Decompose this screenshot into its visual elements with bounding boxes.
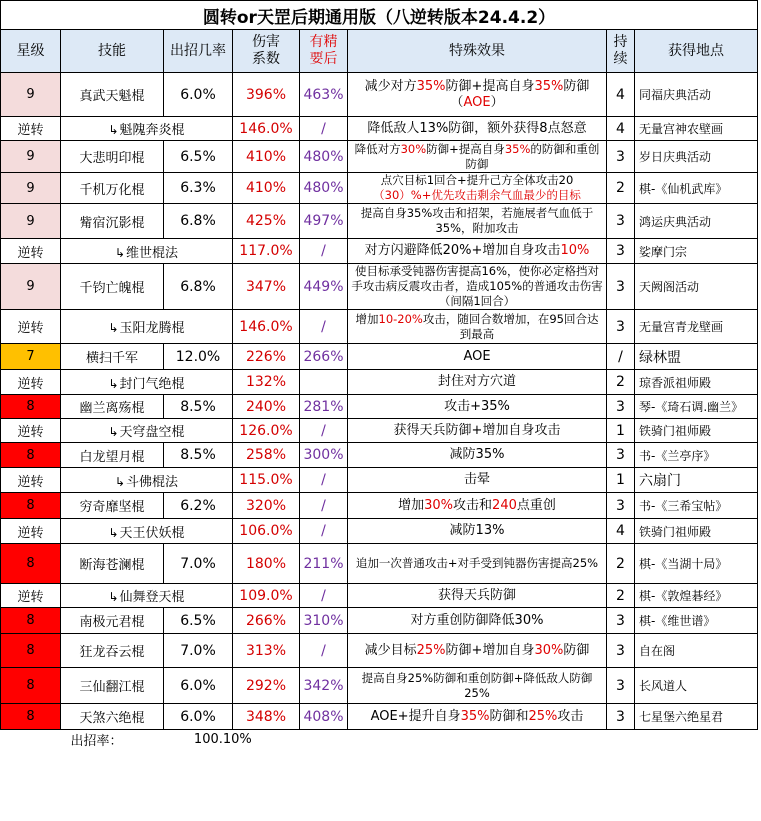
rate-cell: 6.2% xyxy=(164,493,233,519)
skill-cell xyxy=(61,544,164,584)
effect-cell xyxy=(348,634,607,668)
table-row xyxy=(1,395,758,419)
effect-text: 减少对方 xyxy=(364,78,417,94)
effect-text: 使目标承受钝器伤害提高16%，使你必定格挡对手攻击病反震攻击者，造成105%的普通攻击伤害（间隔1回合） xyxy=(351,264,603,308)
rate-cell: 6.8% xyxy=(164,264,233,310)
jing-cell: / xyxy=(300,493,348,519)
reverse-rate-cell: 117.0% xyxy=(233,239,300,264)
duration-cell: 2 xyxy=(607,584,635,608)
effect-text: 降低敌人13%防御，额外获得8点怒意 xyxy=(367,120,587,136)
rate-cell: 6.5% xyxy=(164,141,233,173)
duration-cell: 4 xyxy=(607,117,635,141)
source-cell: 岁日庆典活动 xyxy=(635,141,758,173)
return-arrow-icon: ↳ xyxy=(114,245,126,260)
sheet-title: 圆转or天罡后期通用版（八逆转版本24.4.2） xyxy=(1,1,758,30)
damage-cell: 226% xyxy=(233,344,300,370)
jing-cell: / xyxy=(300,468,348,493)
skill-name: 魁隗奔炎棍 xyxy=(119,123,185,138)
skill-cell xyxy=(61,608,164,634)
header-skill: 技能 xyxy=(61,30,164,73)
effect-text: 对方重创防御降低30% xyxy=(410,612,544,628)
rate-cell: 8.5% xyxy=(164,395,233,419)
source-cell: 书-《兰亭序》 xyxy=(635,443,758,468)
source-cell: 娑摩门宗 xyxy=(635,239,758,264)
damage-cell: 292% xyxy=(233,668,300,704)
table-row xyxy=(1,468,758,493)
source-cell: 琴-《琦石调.幽兰》 xyxy=(635,395,758,419)
duration-cell: 3 xyxy=(607,204,635,239)
effect-cell xyxy=(348,73,607,117)
level-cell: 8 xyxy=(1,608,61,634)
effect-text: 击晕 xyxy=(463,472,490,487)
skill-name: 真武天魁棍 xyxy=(79,89,145,104)
level-cell: 逆转 xyxy=(1,370,61,395)
effect-cell xyxy=(348,141,607,173)
source-cell: 长风道人 xyxy=(635,668,758,704)
effect-text: 防御+提高自身 xyxy=(426,141,505,156)
level-cell: 9 xyxy=(1,73,61,117)
duration-cell: 4 xyxy=(607,519,635,544)
effect-text: 点穴目标1回合+提升己方全体攻击20 xyxy=(380,173,574,187)
table-row xyxy=(1,264,758,310)
effect-text: 获得天兵防御 xyxy=(437,587,516,603)
table-row xyxy=(1,239,758,264)
skill-name: 断海苍澜棍 xyxy=(79,558,145,573)
rate-cell: 7.0% xyxy=(164,544,233,584)
skill-cell xyxy=(61,668,164,704)
level-cell: 9 xyxy=(1,173,61,204)
level-cell: 8 xyxy=(1,544,61,584)
source-cell: 铁骑门祖师殿 xyxy=(635,519,758,544)
level-cell: 逆转 xyxy=(1,310,61,344)
table-row xyxy=(1,668,758,704)
effect-text: 35% xyxy=(416,78,446,94)
jing-cell: 497% xyxy=(300,204,348,239)
effect-text: 点重创 xyxy=(516,497,556,513)
source-cell: 六扇门 xyxy=(635,468,758,493)
table-row xyxy=(1,493,758,519)
source-cell: 鸿运庆典活动 xyxy=(635,204,758,239)
duration-cell: 3 xyxy=(607,493,635,519)
effect-text: 攻击，随回合数增加，在95回合达到最高 xyxy=(422,311,599,341)
rate-cell: 6.0% xyxy=(164,704,233,730)
jing-cell xyxy=(300,370,348,395)
rate-cell: 6.5% xyxy=(164,608,233,634)
jing-cell: / xyxy=(300,239,348,264)
skill-name: 三仙翻江棍 xyxy=(79,680,145,695)
source-cell: 无量宫神农壁画 xyxy=(635,117,758,141)
damage-cell: 348% xyxy=(233,704,300,730)
level-cell: 9 xyxy=(1,141,61,173)
skill-name: 千钧亡魄棍 xyxy=(79,281,145,296)
skill-name: 天煞六绝棍 xyxy=(79,711,145,726)
skill-cell xyxy=(61,310,233,344)
duration-cell: 3 xyxy=(607,395,635,419)
effect-cell xyxy=(348,704,607,730)
effect-text: 35% xyxy=(504,141,531,156)
damage-cell: 410% xyxy=(233,141,300,173)
return-arrow-icon: ↳ xyxy=(108,590,119,604)
table-row xyxy=(1,117,758,141)
effect-cell xyxy=(348,344,607,370)
level-cell: 8 xyxy=(1,668,61,704)
skill-cell xyxy=(61,204,164,239)
level-cell: 8 xyxy=(1,443,61,468)
damage-cell: 258% xyxy=(233,443,300,468)
source-cell: 琼香派祖师殿 xyxy=(635,370,758,395)
effect-text: 对方闪避降低20%+增加自身攻击 xyxy=(364,243,561,258)
effect-text: 减防13% xyxy=(449,523,505,538)
table-row xyxy=(1,344,758,370)
reverse-rate-cell: 106.0% xyxy=(233,519,300,544)
skill-name: 白龙望月棍 xyxy=(79,449,145,465)
reverse-rate-cell: 146.0% xyxy=(233,310,300,344)
effect-cell xyxy=(348,493,607,519)
effect-text: 提高自身35%攻击和招架，若施展者气血低于35%，附加攻击 xyxy=(360,206,594,235)
jing-cell: / xyxy=(300,117,348,141)
skill-cell xyxy=(61,584,233,608)
duration-cell: 3 xyxy=(607,141,635,173)
jing-cell: 342% xyxy=(300,668,348,704)
effect-cell xyxy=(348,519,607,544)
effect-cell xyxy=(348,310,607,344)
reverse-rate-cell: 146.0% xyxy=(233,117,300,141)
header-duration xyxy=(607,30,635,73)
skill-cell xyxy=(61,141,164,173)
skill-name: 封门气绝棍 xyxy=(119,376,185,392)
effect-cell xyxy=(348,117,607,141)
skill-name: 维世棍法 xyxy=(126,245,179,261)
table-row xyxy=(1,443,758,468)
header-jing-text: 有精要后 xyxy=(309,34,338,67)
header-level: 星级 xyxy=(1,30,61,73)
skill-name: 横扫千军 xyxy=(85,351,138,366)
source-cell: 七星堡六绝星君 xyxy=(635,704,758,730)
effect-text: 封住对方穴道 xyxy=(437,374,516,389)
footer-spacer xyxy=(0,730,68,749)
effect-text: 攻击和 xyxy=(453,497,493,513)
effect-cell xyxy=(348,668,607,704)
duration-cell: 3 xyxy=(607,634,635,668)
effect-text: 增加 xyxy=(355,311,379,326)
effect-text: 减防35% xyxy=(449,447,505,462)
duration-cell: 1 xyxy=(607,419,635,443)
source-cell: 天阙阁活动 xyxy=(635,264,758,310)
skill-cell xyxy=(61,519,233,544)
duration-cell: 3 xyxy=(607,443,635,468)
effect-cell xyxy=(348,370,607,395)
return-arrow-icon: ↳ xyxy=(108,123,119,137)
footer-value: 100.10% xyxy=(193,732,252,747)
skill-cell xyxy=(61,395,164,419)
effect-text: 35% xyxy=(460,708,490,724)
effect-cell xyxy=(348,264,607,310)
damage-cell: 347% xyxy=(233,264,300,310)
effect-text: 30% xyxy=(400,141,427,156)
effect-text: 降低对方 xyxy=(354,141,401,156)
effect-text: AOE xyxy=(463,348,491,364)
level-cell: 逆转 xyxy=(1,419,61,443)
effect-text: 攻击 xyxy=(557,708,584,724)
jing-cell: 449% xyxy=(300,264,348,310)
duration-cell: 3 xyxy=(607,704,635,730)
effect-cell xyxy=(348,173,607,204)
skill-cell xyxy=(61,493,164,519)
damage-cell: 425% xyxy=(233,204,300,239)
effect-text: 240 xyxy=(492,497,517,513)
table-row xyxy=(1,704,758,730)
effect-text: 提高自身25%防御和重创防御+降低敌人防御25% xyxy=(361,670,593,700)
effect-text: 获得天兵防御+增加自身攻击 xyxy=(393,422,561,438)
jing-cell: 463% xyxy=(300,73,348,117)
table-row xyxy=(1,204,758,239)
rate-cell: 6.0% xyxy=(164,73,233,117)
level-cell: 逆转 xyxy=(1,117,61,141)
effect-text: 防御 xyxy=(563,642,590,658)
table-row xyxy=(1,73,758,117)
jing-cell: 408% xyxy=(300,704,348,730)
return-arrow-icon: ↳ xyxy=(114,474,126,489)
level-cell: 逆转 xyxy=(1,584,61,608)
effect-cell xyxy=(348,468,607,493)
skill-name: 狂龙吞云棍 xyxy=(79,645,145,660)
duration-cell: / xyxy=(607,344,635,370)
skill-name: 南极元君棍 xyxy=(79,615,145,630)
effect-text: 35% xyxy=(534,78,564,94)
effect-text: AOE+提升自身 xyxy=(370,708,461,724)
header-source: 获得地点 xyxy=(635,30,758,73)
effect-text: 25% xyxy=(416,642,446,658)
table-row xyxy=(1,370,758,395)
reverse-rate-cell: 109.0% xyxy=(233,584,300,608)
table-row xyxy=(1,634,758,668)
duration-cell: 3 xyxy=(607,608,635,634)
skill-cell xyxy=(61,419,233,443)
header-row xyxy=(1,30,758,73)
effect-text: 30% xyxy=(424,497,454,513)
level-cell: 8 xyxy=(1,634,61,668)
duration-cell: 2 xyxy=(607,370,635,395)
duration-cell: 1 xyxy=(607,468,635,493)
effect-text: ） xyxy=(490,94,504,110)
damage-cell: 396% xyxy=(233,73,300,117)
skill-cell xyxy=(61,239,233,264)
reverse-rate-cell: 115.0% xyxy=(233,468,300,493)
effect-cell xyxy=(348,239,607,264)
effect-cell xyxy=(348,204,607,239)
return-arrow-icon: ↳ xyxy=(108,525,119,540)
jing-cell: 300% xyxy=(300,443,348,468)
table-row xyxy=(1,141,758,173)
header-effect: 特殊效果 xyxy=(348,30,607,73)
skill-cell xyxy=(61,173,164,204)
jing-cell: 480% xyxy=(300,141,348,173)
header-damage-text: 伤害系数 xyxy=(251,34,280,67)
effect-cell xyxy=(348,544,607,584)
table-row xyxy=(1,608,758,634)
damage-cell: 313% xyxy=(233,634,300,668)
rate-cell: 12.0% xyxy=(164,344,233,370)
skill-cell xyxy=(61,264,164,310)
jing-cell: 480% xyxy=(300,173,348,204)
effect-text: 防御+增加自身 xyxy=(445,642,535,658)
jing-cell: 211% xyxy=(300,544,348,584)
rate-cell: 6.0% xyxy=(164,668,233,704)
effect-text: 攻击+35% xyxy=(444,398,510,414)
effect-text: 30% xyxy=(534,642,564,658)
jing-cell: 310% xyxy=(300,608,348,634)
table-row xyxy=(1,584,758,608)
effect-text: 防御和 xyxy=(489,708,529,724)
effect-text: 追加一次普通攻击+对手受到钝器伤害提高25% xyxy=(355,556,599,570)
skill-name: 大悲明印棍 xyxy=(79,151,145,166)
skill-name: 斗佛棍法 xyxy=(126,474,179,490)
table-row xyxy=(1,419,758,443)
footer-table xyxy=(0,730,300,749)
level-cell: 8 xyxy=(1,395,61,419)
effect-text: 防御+提高自身 xyxy=(445,78,535,94)
effect-text: AOE xyxy=(463,94,491,110)
header-jing xyxy=(300,30,348,73)
source-cell: 棋-《当湖十局》 xyxy=(635,544,758,584)
duration-cell: 3 xyxy=(607,668,635,704)
effect-text: 的防御和重创防御 xyxy=(465,141,600,171)
source-cell: 同福庆典活动 xyxy=(635,73,758,117)
damage-cell: 320% xyxy=(233,493,300,519)
table-row xyxy=(1,173,758,204)
duration-cell: 3 xyxy=(607,310,635,344)
source-cell: 棋-《敦煌碁经》 xyxy=(635,584,758,608)
skill-name: 天王伏妖棍 xyxy=(119,525,185,541)
return-arrow-icon: ↳ xyxy=(108,321,119,335)
effect-text: 10-20% xyxy=(378,311,423,326)
title-row xyxy=(1,1,758,30)
return-arrow-icon: ↳ xyxy=(108,425,119,439)
table-row xyxy=(1,544,758,584)
source-cell: 铁骑门祖师殿 xyxy=(635,419,758,443)
skill-name: 仙舞登天棍 xyxy=(119,590,185,605)
skill-name: 觜宿沉影棍 xyxy=(79,215,145,231)
jing-cell: / xyxy=(300,584,348,608)
level-cell: 9 xyxy=(1,204,61,239)
skill-name: 幽兰离殇棍 xyxy=(79,401,145,416)
skill-name: 千机万化棍 xyxy=(79,182,145,198)
effect-text: 防御（ xyxy=(450,78,590,110)
skill-cell xyxy=(61,634,164,668)
footer-row xyxy=(0,730,300,749)
effect-text: 减少目标 xyxy=(364,642,417,658)
header-damage xyxy=(233,30,300,73)
jing-cell: / xyxy=(300,634,348,668)
effect-cell xyxy=(348,608,607,634)
jing-cell: / xyxy=(300,519,348,544)
damage-cell: 266% xyxy=(233,608,300,634)
duration-cell: 4 xyxy=(607,73,635,117)
skill-name: 玉阳龙腾棍 xyxy=(119,321,185,336)
footer-label: 出招率： xyxy=(70,734,123,749)
level-cell: 8 xyxy=(1,493,61,519)
reverse-rate-cell: 126.0% xyxy=(233,419,300,443)
source-cell: 棋-《仙机武库》 xyxy=(635,173,758,204)
source-cell: 棋-《维世谱》 xyxy=(635,608,758,634)
effect-text: 25% xyxy=(528,708,558,724)
effect-cell xyxy=(348,443,607,468)
header-duration-text: 持续 xyxy=(613,34,628,67)
duration-cell: 2 xyxy=(607,173,635,204)
skill-name: 穷奇靡坚棍 xyxy=(79,500,145,515)
level-cell: 逆转 xyxy=(1,519,61,544)
rate-cell: 8.5% xyxy=(164,443,233,468)
effect-cell xyxy=(348,419,607,443)
source-cell: 无量宫青龙壁画 xyxy=(635,310,758,344)
damage-cell: 410% xyxy=(233,173,300,204)
damage-cell: 240% xyxy=(233,395,300,419)
jing-cell: / xyxy=(300,419,348,443)
level-cell: 8 xyxy=(1,704,61,730)
header-rate: 出招几率 xyxy=(164,30,233,73)
skill-name: 天穹盘空棍 xyxy=(119,425,185,440)
jing-cell: / xyxy=(300,310,348,344)
level-cell: 逆转 xyxy=(1,468,61,493)
skill-cell xyxy=(61,370,233,395)
jing-cell: 266% xyxy=(300,344,348,370)
level-cell: 逆转 xyxy=(1,239,61,264)
effect-cell xyxy=(348,584,607,608)
jing-cell: 281% xyxy=(300,395,348,419)
effect-text: 10% xyxy=(560,243,590,258)
effect-text: （30）%+优先攻击剩余气血最少的目标 xyxy=(373,188,581,202)
duration-cell: 3 xyxy=(607,264,635,310)
damage-cell: 180% xyxy=(233,544,300,584)
skill-cell xyxy=(61,468,233,493)
skill-cell xyxy=(61,73,164,117)
skill-cell xyxy=(61,704,164,730)
duration-cell: 2 xyxy=(607,544,635,584)
skill-cell xyxy=(61,443,164,468)
level-cell: 7 xyxy=(1,344,61,370)
source-cell: 自在阁 xyxy=(635,634,758,668)
return-arrow-icon: ↳ xyxy=(108,376,119,391)
effect-cell xyxy=(348,395,607,419)
duration-cell: 3 xyxy=(607,239,635,264)
source-cell: 绿林盟 xyxy=(635,344,758,370)
table-row xyxy=(1,310,758,344)
level-cell: 9 xyxy=(1,264,61,310)
effect-text: 增加 xyxy=(398,497,425,513)
skill-cell xyxy=(61,117,233,141)
rate-cell: 6.8% xyxy=(164,204,233,239)
reverse-rate-cell: 132% xyxy=(233,370,300,395)
rate-cell: 6.3% xyxy=(164,173,233,204)
skill-cell xyxy=(61,344,164,370)
source-cell: 书-《三希宝帖》 xyxy=(635,493,758,519)
table-row xyxy=(1,519,758,544)
rate-cell: 7.0% xyxy=(164,634,233,668)
